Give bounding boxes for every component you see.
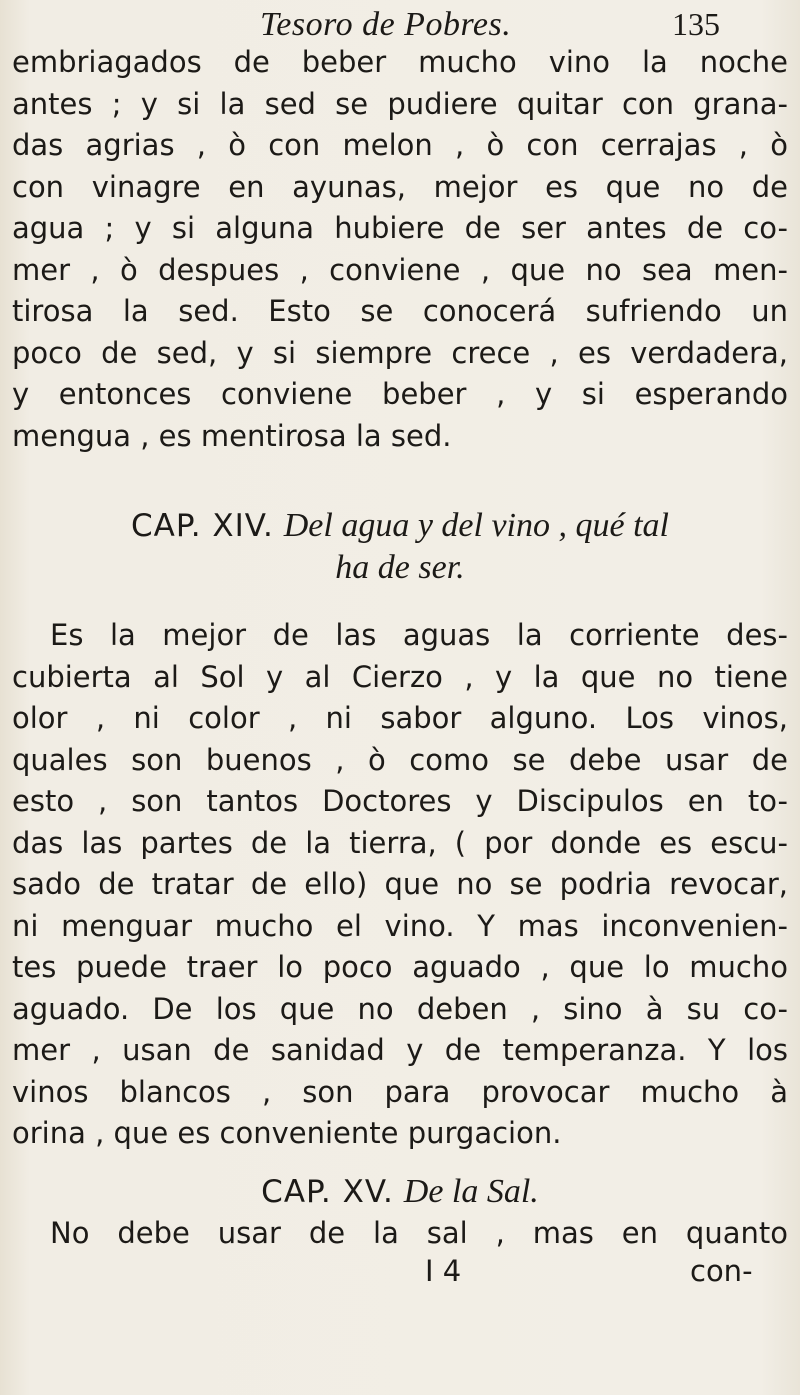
text-line: olor , ni color , ni sabor alguno. Los vinos, (12, 701, 788, 735)
text-line: quales son buenos , ò como se debe usar de (12, 742, 788, 777)
text-line: das agrias , ò con melon , ò con cerrajas , ò (12, 128, 788, 162)
text-line: mer , ò despues , conviene , que no sea men- (12, 252, 788, 287)
paragraph-2 (12, 615, 788, 1155)
chapter-title-line-1: Del agua y del vino , qué tal (283, 507, 669, 544)
text-line: das las partes de la tierra, ( por donde es escu- (12, 825, 788, 860)
text-line: mengua , es mentirosa la sed. (12, 418, 452, 453)
chapter-label: CAP. XV. (261, 1174, 394, 1210)
text-line: y entonces conviene beber , y si esperando (12, 377, 788, 411)
page-number: 135 (672, 6, 720, 42)
chapter-label: CAP. XIV. (131, 508, 274, 544)
text-line: vinos blancos , son para provocar mucho à (12, 1074, 788, 1109)
chapter-title-line-2: ha de ser. (335, 549, 465, 586)
chapter-14-heading (0, 505, 800, 589)
text-line: No debe usar de la sal , mas en quanto (50, 1216, 788, 1250)
text-line: ni menguar mucho el vino. Y mas inconvenien- (12, 908, 788, 943)
chapter-15-heading (0, 1171, 800, 1213)
text-line: mer , usan de sanidad y de temperanza. Y los (12, 1033, 788, 1067)
text-line: orina , que es conveniente purgacion. (12, 1116, 562, 1150)
paragraph-3 (12, 1213, 788, 1255)
text-line: Es la mejor de las aguas la corriente des- (50, 618, 788, 652)
text-line: esto , son tantos Doctores y Discipulos en to- (12, 784, 788, 818)
text-line: poco de sed, y si siempre crece , es verdadera, (12, 335, 788, 370)
text-line: antes ; y si la sed se pudiere quitar con grana- (12, 86, 788, 121)
page-footer (0, 1254, 800, 1298)
text-line: tirosa la sed. Esto se conocerá sufriendo un (12, 294, 788, 328)
paragraph-1 (12, 42, 788, 457)
text-line: embriagados de beber mucho vino la noche (12, 45, 788, 79)
chapter-title: De la Sal. (403, 1173, 539, 1210)
running-title: Tesoro de Pobres. (260, 6, 512, 43)
signature-mark: I 4 (425, 1254, 462, 1288)
text-line: agua ; y si alguna hubiere de ser antes de co- (12, 211, 788, 245)
text-line: tes puede traer lo poco aguado , que lo mucho (12, 950, 788, 984)
text-line: cubierta al Sol y al Cierzo , y la que no tiene (12, 659, 788, 694)
text-line: aguado. De los que no deben , sino à su co- (12, 991, 788, 1026)
text-line: con vinagre en ayunas, mejor es que no de (12, 169, 788, 204)
text-line: sado de tratar de ello) que no se podria revocar, (12, 867, 788, 901)
catchword: con- (690, 1254, 753, 1288)
